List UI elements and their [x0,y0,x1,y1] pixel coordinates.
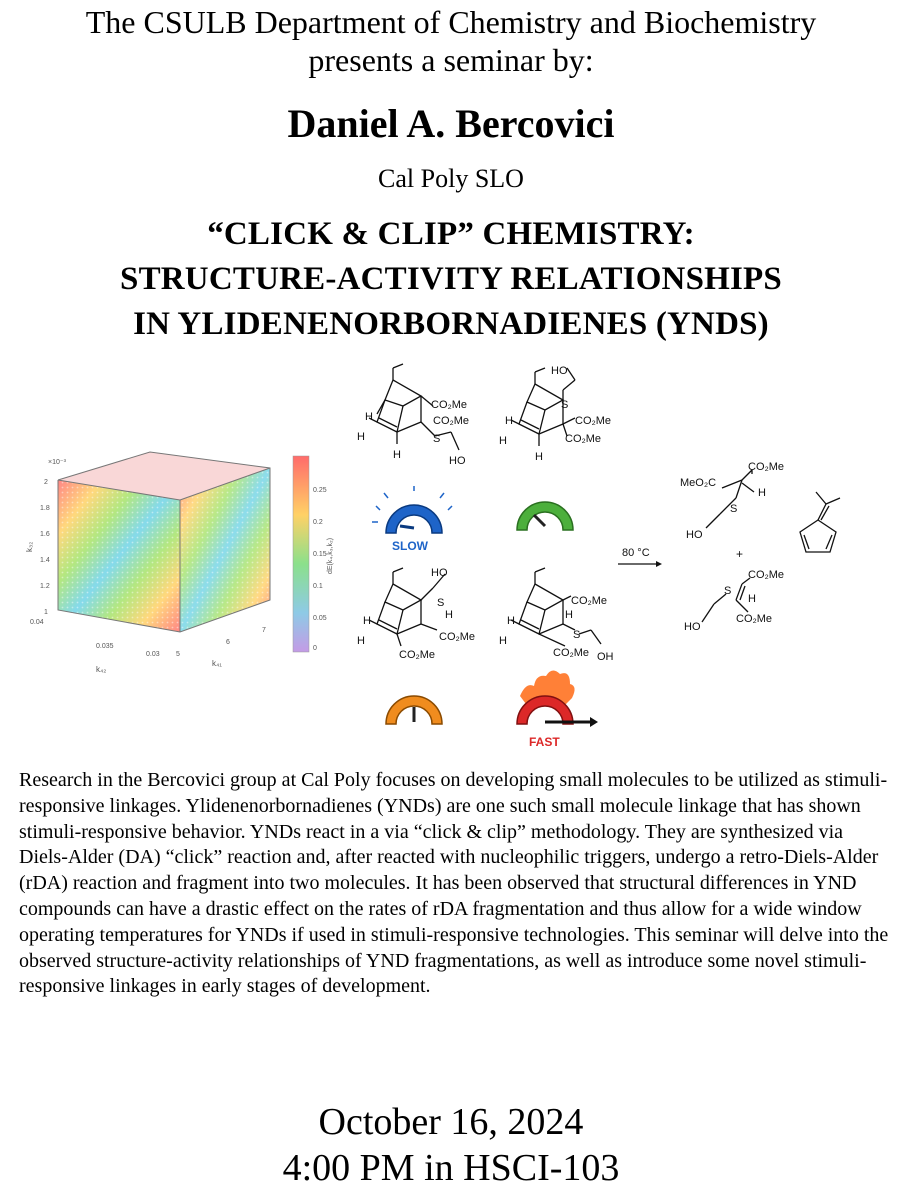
chem-label: CO₂Me [565,433,602,445]
chem-label: CO₂Me [736,613,773,625]
chem-label: MeO₂C [680,477,717,489]
chem-label: H [507,615,515,627]
chem-label: H [565,609,573,621]
chem-label: HO [449,455,466,467]
chem-label: S [573,629,581,641]
x-axis-label-left: k₄₂ [96,665,107,674]
ynd-structure-1 [357,364,469,467]
y-axis-label: k₃₂ [25,541,34,552]
colorbar-tick: 0.05 [313,615,327,622]
talk-title [0,212,902,347]
chem-label: H [535,451,543,463]
colorbar-tick: 0.25 [313,487,327,494]
reaction-condition: 80 °C [622,547,650,559]
chem-label: CO₂Me [748,461,785,473]
chem-label: H [499,435,507,447]
speaker-affiliation: Cal Poly SLO [378,164,524,193]
talk-title-line-2: STRUCTURE-ACTIVITY RELATIONSHIPS [120,261,782,297]
header-presents: presents a seminar by: [308,42,594,78]
event-date: October 16, 2024 [318,1101,584,1143]
product-alkene-2 [684,569,784,633]
chem-label: HO [684,621,701,633]
colorbar-tick: 0.2 [313,519,323,526]
chem-label: S [433,433,441,445]
talk-title-line-3: IN YLIDENENORBORNADIENES (YNDS) [133,306,769,342]
x-tick: 0.035 [96,643,114,650]
chem-label: HO [551,365,568,377]
chem-label: S [730,503,738,515]
chem-label: CO₂Me [439,631,476,643]
chem-label: CO₂Me [553,647,590,659]
slow-label: SLOW [392,539,428,553]
chem-label: S [724,585,732,597]
chem-label: H [357,635,365,647]
chem-label: H [499,635,507,647]
chem-label: H [505,415,513,427]
ynd-structure-3 [357,567,475,661]
colorbar-tick: 0.15 [313,551,327,558]
chem-label: H [393,449,401,461]
y-tick: 0.04 [30,619,44,626]
y-tick: 1.2 [40,583,50,590]
colorbar-tick: 0.1 [313,583,323,590]
y-tick: 2 [44,479,48,486]
speaker-name: Daniel A. Bercovici [287,101,615,146]
y-tick: 1 [44,609,48,616]
chem-label: CO₂Me [571,595,608,607]
speedometer-warm-icon [386,696,442,724]
colorbar-label: dE(k₄,k₃,k₂) [327,537,334,574]
chem-label: H [357,431,365,443]
chem-label: H [758,487,766,499]
chem-label: CO₂Me [431,399,468,411]
reaction-arrow [618,547,662,567]
chem-label: S [561,399,569,411]
colorbar-tick: 0 [313,645,317,652]
fast-label: FAST [529,735,560,749]
chem-label: H [748,593,756,605]
chem-label: CO₂Me [399,649,436,661]
chem-label: CO₂Me [748,569,785,581]
speedometer-fast-icon [517,670,598,749]
chem-label: HO [686,529,703,541]
x-axis-label-right: k₄₁ [212,659,222,668]
seminar-figure [0,360,902,760]
chem-label: CO₂Me [433,415,470,427]
surface-plot [25,452,334,674]
x-tick: 5 [176,651,180,658]
chem-label: CO₂Me [575,415,612,427]
x-tick: 7 [262,627,266,634]
x-tick: 0.03 [146,651,160,658]
header-department: The CSULB Department of Chemistry and Biochemistry [85,4,817,40]
speedometer-slow-icon [372,486,452,553]
chem-label: OH [597,651,614,663]
event-time-location: 4:00 PM in HSCI-103 [282,1147,620,1189]
speedometer-medium-icon [517,502,573,530]
y-tick: 1.8 [40,505,50,512]
ynd-structure-2 [499,365,611,463]
chem-label: H [445,609,453,621]
x-tick: 6 [226,639,230,646]
ynd-structure-4 [499,568,614,663]
plus-sign: + [736,547,744,561]
plot-axis-exponent: ×10⁻³ [48,459,66,466]
y-tick: 1.6 [40,531,50,538]
chem-label: S [437,597,445,609]
abstract-text: Research in the Bercovici group at Cal Poly focuses on developing small molecules to be utilized as stimuli-responsive linkages. Ylidenenorbornadienes (YNDs) are one such small molecule linkage that has shown stimuli-responsive behavior. YNDs react in a via “click & clip” methodology. They are synthesized via Diels-Alder (DA) “click” reaction and, after reacted with nucleophilic triggers, undergo a retro-Diels-Alder (rDA) reaction and fragment into two molecules. It has been observed that structural differences in YND compounds can have a drastic effect on the rates of rDA fragmentation and thus allow for a wide window operating temperatures for YNDs if used in stimuli-responsive technologies. This seminar will delve into the observed structure-activity relationships of YND fragmentations, as well as introduce some novel stimuli-responsive linkages in early stages of development. [19,769,889,998]
chem-label: H [365,411,373,423]
fulvene-structure [800,492,840,552]
chem-label: H [363,615,371,627]
y-tick: 1.4 [40,557,50,564]
chem-label: HO [431,567,448,579]
talk-title-line-1: “CLICK & CLIP” CHEMISTRY: [207,216,695,252]
product-alkene-1 [680,461,784,541]
colorbar [293,456,309,652]
